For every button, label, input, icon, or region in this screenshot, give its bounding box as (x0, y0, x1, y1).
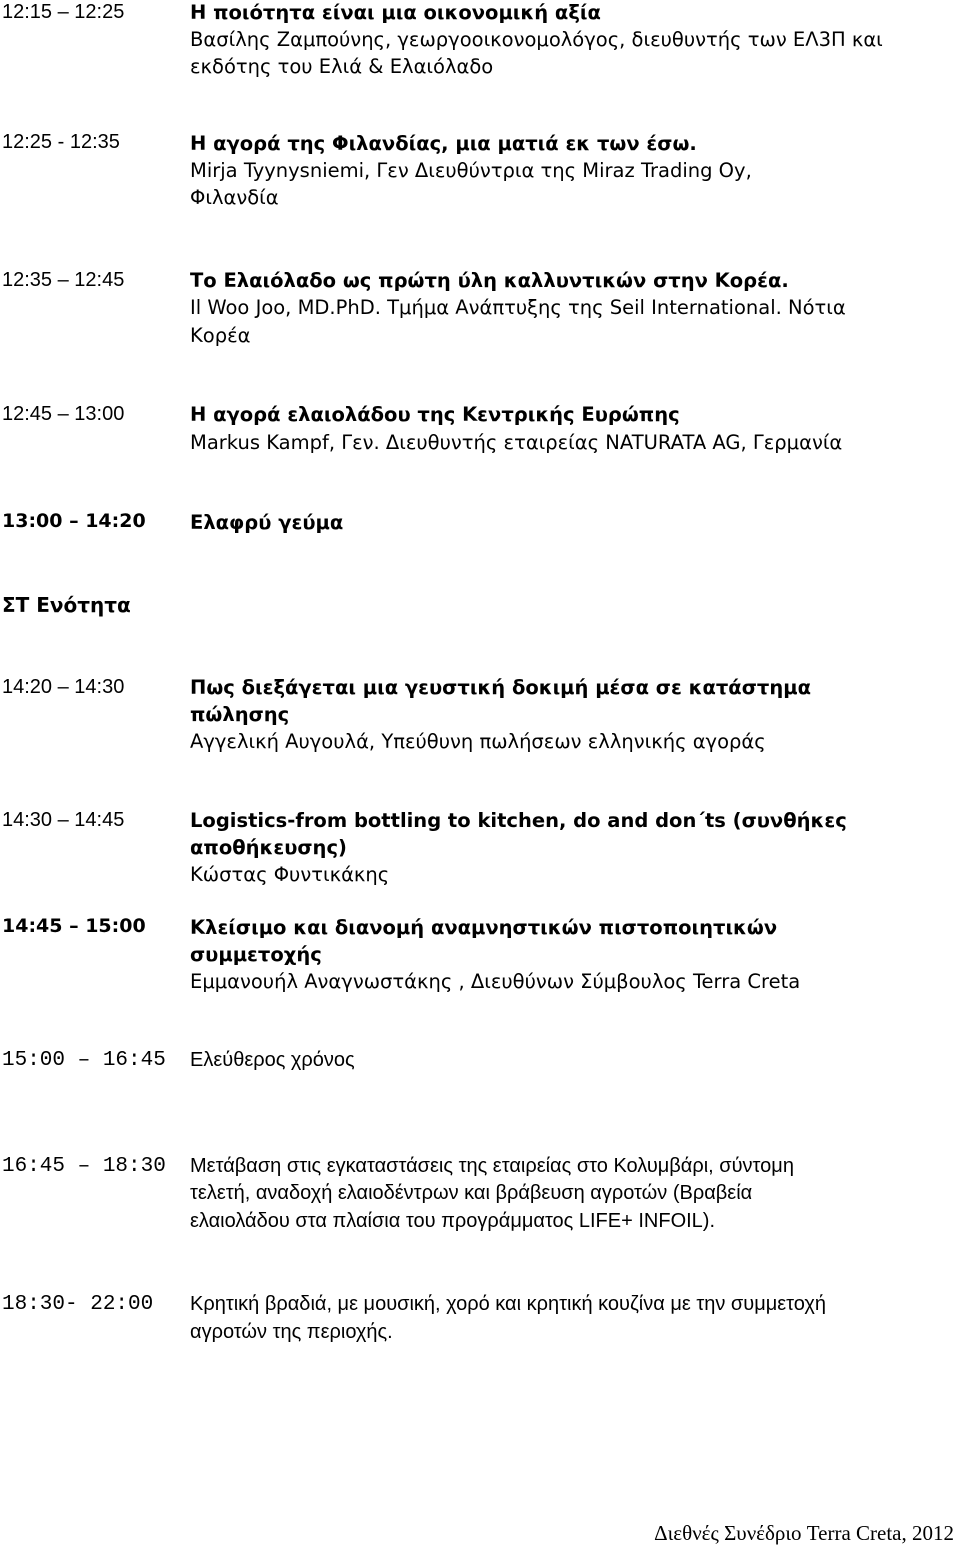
speaker-line: Αγγελική Αυγουλά, Υπεύθυνη πωλήσεων ελληνικής αγοράς (190, 730, 766, 753)
time-slot: 16:45 – 18:30 (2, 1155, 166, 1178)
session-text: τελετή, αναδοχή ελαιοδέντρων και βράβευση αγροτών (Βραβεία (190, 1182, 753, 1204)
time-slot: 15:00 – 16:45 (2, 1049, 166, 1072)
speaker-line: Εμμανουήλ Αναγνωστάκης , Διευθύνων Σύμβουλος Terra Creta (190, 970, 801, 993)
speaker-line: Κώστας Φυντικάκης (190, 863, 390, 886)
speaker-line: Βασίλης Ζαμπούνης, γεωργοοικονομολόγος, διευθυντής των ΕΛ3Π και (190, 28, 883, 51)
time-slot: 12:45 – 13:00 (2, 403, 125, 425)
speaker-line: Il Woo Joo, MD.PhD. Τμήμα Ανάπτυξης της Seil International. Νότια (190, 296, 846, 319)
speaker-line: Markus Kampf, Γεν. Διευθυντής εταιρείας NATURATA AG, Γερμανία (190, 431, 843, 454)
speaker-line: Mirja Tyynysniemi, Γεν Διευθύντρια της Miraz Trading Oy, (190, 159, 752, 182)
session-title: Ελαφρύ γεύμα (190, 511, 344, 534)
session-title: Το Ελαιόλαδο ως πρώτη ύλη καλλυντικών στην Κορέα. (190, 269, 789, 292)
page-footer: Διεθνές Συνέδριο Terra Creta, 2012 (654, 1521, 954, 1545)
session-title: αποθήκευσης) (190, 836, 347, 859)
session-title: Κλείσιμο και διανομή αναμνηστικών πιστοποιητικών (190, 916, 778, 939)
session-title: συμμετοχής (190, 943, 322, 966)
time-slot: 18:30- 22:00 (2, 1293, 154, 1316)
time-slot: 12:25 - 12:35 (2, 131, 120, 153)
speaker-line: Φιλανδία (190, 186, 279, 209)
session-title: Η ποιότητα είναι μια οικονομική αξία (190, 1, 601, 24)
session-title: Logistics-from bottling to kitchen, do and don΄ts (συνθήκες (190, 809, 847, 832)
speaker-line: Κορέα (190, 324, 251, 347)
session-text: αγροτών της περιοχής. (190, 1321, 393, 1343)
session-title: Η αγορά της Φιλανδίας, μια ματιά εκ των έσω. (190, 132, 697, 155)
section-heading: ΣΤ Ενότητα (2, 593, 131, 617)
session-title: Η αγορά ελαιολάδου της Κεντρικής Ευρώπης (190, 403, 680, 426)
time-slot: 13:00 – 14:20 (2, 510, 146, 532)
time-slot: 12:15 – 12:25 (2, 1, 125, 23)
time-slot: 14:20 – 14:30 (2, 676, 125, 698)
session-text: ελαιολάδου στα πλαίσια του προγράμματος LIFE+ INFOIL). (190, 1210, 716, 1232)
time-slot: 14:45 – 15:00 (2, 915, 146, 937)
time-slot: 14:30 – 14:45 (2, 809, 125, 831)
session-text: Κρητική βραδιά, με μουσική, χορό και κρητική κουζίνα με την συμμετοχή (190, 1293, 826, 1315)
time-slot: 12:35 – 12:45 (2, 269, 125, 291)
speaker-line: εκδότης του Ελιά & Ελαιόλαδο (190, 55, 494, 78)
session-title: Πως διεξάγεται μια γευστική δοκιμή μέσα σε κατάστημα (190, 676, 811, 699)
session-text: Μετάβαση στις εγκαταστάσεις της εταιρείας στο Κολυμβάρι, σύντομη (190, 1155, 794, 1177)
session-title: πώλησης (190, 703, 290, 726)
session-text: Ελεύθερος χρόνος (190, 1049, 355, 1071)
